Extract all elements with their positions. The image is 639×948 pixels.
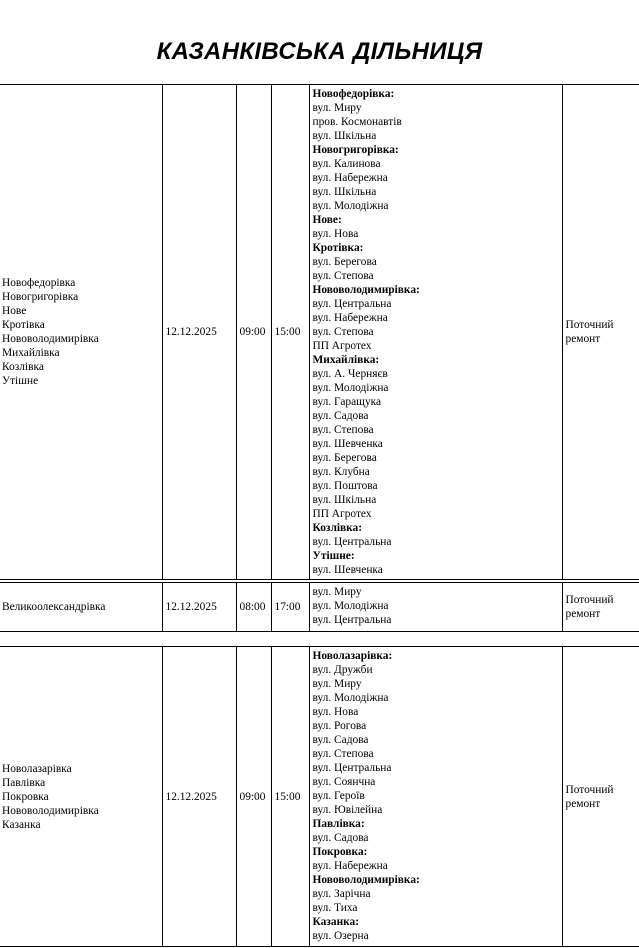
page-title: КАЗАНКІВСЬКА ДІЛЬНИЦЯ (156, 38, 483, 65)
reason-cell (562, 85, 639, 580)
settlements-cell (0, 647, 162, 947)
village-heading: Михайлівка: (312, 354, 380, 366)
start-time-cell: 09:00 (236, 85, 271, 580)
settlement-name: Великоолександрівка (2, 601, 106, 613)
settlement-name: Козлівка (2, 361, 44, 373)
reason-text: Поточний (565, 594, 614, 606)
street-name: ПП Агротех (312, 508, 372, 520)
street-name: вул. Тиха (312, 902, 358, 914)
street-name: вул. Набережна (312, 172, 388, 184)
start-time-cell: 09:00 (236, 647, 271, 947)
street-name: вул. Набережна (312, 312, 388, 324)
settlement-name: Михайлівка (2, 347, 60, 359)
table-row (0, 647, 639, 947)
date-cell: 12.12.2025 (162, 647, 236, 947)
street-name: вул. Шкільна (312, 186, 377, 198)
village-heading: Новофедорівка: (312, 88, 395, 100)
settlement-name: Нововолодимирівка (2, 804, 99, 817)
street-name: вул. Нова (312, 706, 359, 718)
street-name: вул. Центральна (312, 536, 392, 548)
street-name: пров. Космонавтів (312, 116, 402, 128)
street-name: вул. Степова (312, 326, 374, 338)
outage-table-row-3 (0, 646, 639, 947)
settlement-name: Покровка (2, 790, 49, 803)
street-name: вул. Молодіжна (312, 200, 389, 212)
village-heading: Нововолодимирівка: (312, 874, 420, 886)
date-cell: 12.12.2025 (162, 85, 236, 580)
street-name: вул. Ювілейна (312, 804, 383, 816)
outage-table-row-1 (0, 84, 639, 580)
street-name: вул. Берегова (312, 452, 377, 464)
village-heading: Нововолодимирівка: (312, 284, 420, 296)
street-name: ПП Агротех (312, 340, 372, 352)
end-time-cell: 15:00 (271, 85, 309, 580)
end-time-cell: 17:00 (271, 583, 309, 632)
reason-cell (562, 647, 639, 947)
street-name: вул. Молодіжна (312, 692, 389, 704)
street-name: вул. Центральна (312, 762, 392, 774)
outage-table-row-2 (0, 582, 639, 632)
table-row (0, 583, 639, 632)
settlement-name: Казанка (2, 818, 41, 831)
village-heading: Козлівка: (312, 522, 363, 534)
street-name: вул. Берегова (312, 256, 377, 268)
street-name: вул. Поштова (312, 480, 378, 492)
streets-cell (309, 583, 562, 632)
reason-text: Поточний (565, 783, 614, 796)
settlements-cell (0, 85, 162, 580)
street-name: вул. Степова (312, 424, 374, 436)
street-name: вул. Нова (312, 228, 359, 240)
village-heading: Утішне: (312, 550, 355, 562)
street-name: вул. Дружби (312, 664, 373, 676)
street-name: вул. Центральна (312, 614, 392, 626)
street-name: вул. Молодіжна (312, 600, 389, 612)
reason-text: Поточний (565, 319, 614, 331)
settlement-name: Кротівка (2, 319, 45, 331)
street-name: вул. Садова (312, 734, 369, 746)
settlements-cell (0, 583, 162, 632)
street-name: вул. Молодіжна (312, 382, 389, 394)
street-name: вул. Степова (312, 748, 374, 760)
street-name: вул. Садова (312, 832, 369, 844)
street-name: вул. Степова (312, 270, 374, 282)
street-name: вул. А. Черняєв (312, 368, 388, 380)
settlement-name: Утішне (2, 375, 39, 387)
reason-text: ремонт (565, 797, 601, 810)
street-name: вул. Миру (312, 102, 362, 114)
table-row (0, 85, 639, 580)
street-name: вул. Шевченка (312, 564, 383, 576)
street-name: вул. Озерна (312, 930, 369, 942)
village-heading: Покровка: (312, 846, 368, 858)
settlement-name: Новолазарівка (2, 762, 72, 775)
village-heading: Новогригорівка: (312, 144, 399, 156)
settlement-name: Новогригорівка (2, 291, 79, 303)
street-name: вул. Героїв (312, 790, 365, 802)
reason-text: ремонт (565, 333, 601, 345)
street-name: вул. Центральна (312, 298, 392, 310)
street-name: вул. Садова (312, 410, 369, 422)
reason-cell (562, 583, 639, 632)
street-name: вул. Миру (312, 586, 362, 598)
settlement-name: Нове (2, 305, 27, 317)
street-name: вул. Калинова (312, 158, 381, 170)
streets-cell (309, 85, 562, 580)
street-name: вул. Набережна (312, 860, 388, 872)
street-name: вул. Шевченка (312, 438, 383, 450)
reason-text: ремонт (565, 608, 601, 620)
settlement-name: Нововолодимирівка (2, 333, 99, 345)
start-time-cell: 08:00 (236, 583, 271, 632)
street-name: вул. Клубна (312, 466, 370, 478)
street-name: вул. Рогова (312, 720, 367, 732)
settlement-name: Новофедорівка (2, 277, 76, 289)
village-heading: Новолазарівка: (312, 650, 393, 662)
village-heading: Казанка: (312, 916, 360, 928)
date-cell: 12.12.2025 (162, 583, 236, 632)
street-name: вул. Зарічна (312, 888, 371, 900)
street-name: вул. Шкільна (312, 494, 377, 506)
street-name: вул. Гаращука (312, 396, 382, 408)
street-name: вул. Соянчна (312, 776, 376, 788)
street-name: вул. Миру (312, 678, 362, 690)
street-name: вул. Шкільна (312, 130, 377, 142)
settlement-name: Павлівка (2, 776, 46, 789)
village-heading: Кротівка: (312, 242, 364, 254)
end-time-cell: 15:00 (271, 647, 309, 947)
streets-cell (309, 647, 562, 947)
village-heading: Нове: (312, 214, 342, 226)
village-heading: Павлівка: (312, 818, 365, 830)
